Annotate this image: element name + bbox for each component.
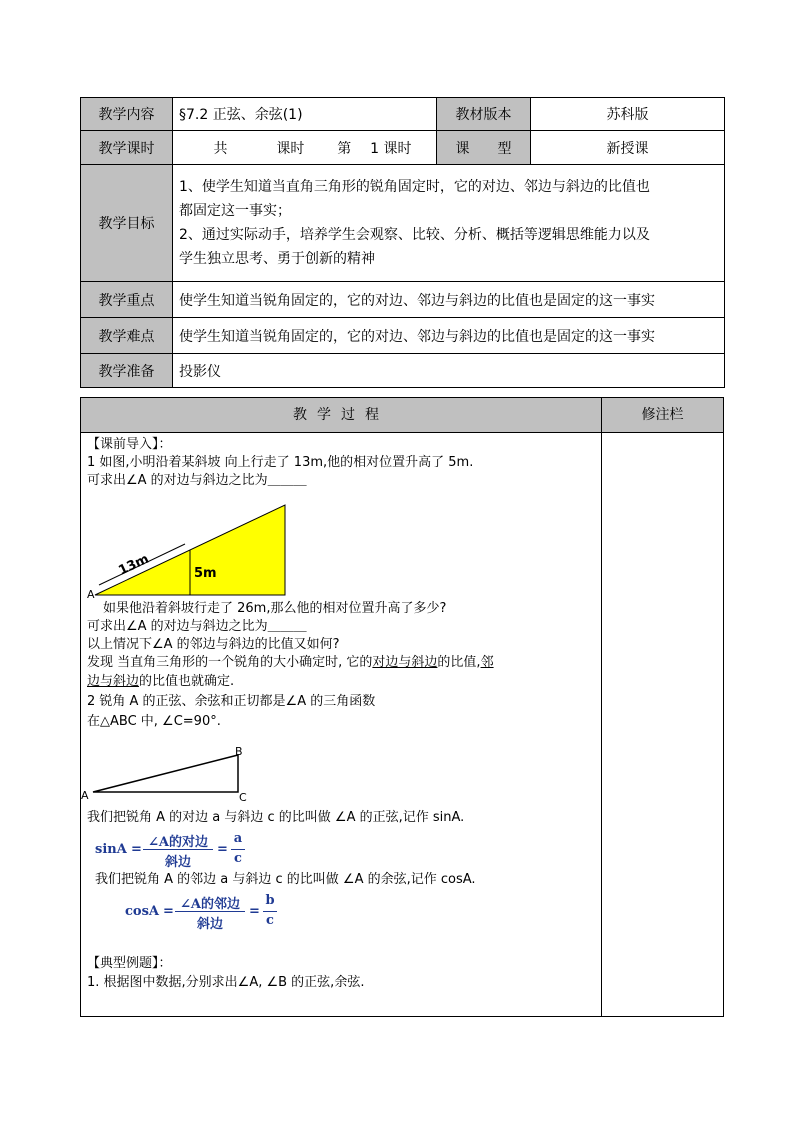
sine-definition: 我们把锐角 A 的对边 a 与斜边 c 的比叫做 ∠A 的正弦,记作 sinA. xyxy=(87,810,465,825)
label-preparation: 教学准备 xyxy=(81,354,173,388)
value-goals xyxy=(173,165,725,282)
question-adjacent: 以上情况下∠A 的邻边与斜边的比值又如何? xyxy=(87,637,340,652)
section-examples-title: 【典型例题】： xyxy=(87,956,172,971)
teaching-process-section xyxy=(80,397,724,1017)
label-type: 课 型 xyxy=(437,131,531,165)
sine-formula xyxy=(95,831,255,869)
process-header: 教学过程 xyxy=(80,397,602,433)
row-preparation xyxy=(81,354,725,388)
hours-p3: 第 xyxy=(337,140,352,157)
notes-header: 修注栏 xyxy=(601,397,724,433)
triangle-condition: 在△ABC 中, ∠C=90°. xyxy=(87,714,221,729)
cosine-numerator: ∠A的邻边 xyxy=(180,897,240,912)
goal-line-1: 1、使学生知道当直角三角形的锐角固定时，它的对边、邻边与斜边的比值也 xyxy=(179,179,650,195)
value-key-point: 使学生知道当锐角固定的，它的对边、邻边与斜边的比值也是固定的这一事实 xyxy=(173,282,725,318)
sine-lhs: sinA xyxy=(95,842,127,857)
row-key-point xyxy=(81,282,725,318)
cosine-eq: = xyxy=(163,904,174,919)
label-hours: 教学课时 xyxy=(81,131,173,165)
sine-bar2 xyxy=(231,849,245,850)
discovery-line-1 xyxy=(87,654,494,672)
value-hours xyxy=(173,131,437,165)
label-goals: 教学目标 xyxy=(81,165,173,282)
hours-p1: 共 xyxy=(213,140,228,157)
cosine-fraction-bar xyxy=(175,911,245,912)
vertex-c: C xyxy=(239,791,247,801)
goal-line-2: 都固定这一事实； xyxy=(179,203,291,219)
vertex-b: B xyxy=(235,745,243,758)
cosine-denominator: 斜边 xyxy=(196,917,223,932)
slope-diagram xyxy=(85,499,295,599)
label-content: 教学内容 xyxy=(81,98,173,131)
goal-line-3: 2、通过实际动手，培养学生会观察、比较、分析、概括等逻辑思维能力以及 xyxy=(179,227,650,243)
row-difficulty xyxy=(81,318,725,354)
cosine-formula xyxy=(125,893,285,931)
value-type: 新授课 xyxy=(531,131,725,165)
problem-1: 1 如图,小明沿着某斜坡 向上行走了 13m,他的相对位置升高了 5m. xyxy=(87,455,474,470)
cosine-definition: 我们把锐角 A 的邻边 a 与斜边 c 的比叫做 ∠A 的余弦,记作 cosA. xyxy=(95,872,476,887)
discovery-text-c: 的比值, xyxy=(437,655,481,670)
height-label: 5m xyxy=(194,566,217,581)
discovery-text-a: 发现 当直角三角形的一个锐角的大小确定时, 它的 xyxy=(87,655,373,670)
trig-functions-line: 2 锐角 A 的正弦、余弦和正切都是∠A 的三角函数 xyxy=(87,694,376,709)
discovery-underline-3: 边与斜边 xyxy=(87,674,140,689)
right-triangle-abc xyxy=(81,743,251,801)
row-hours xyxy=(81,131,725,165)
sine-fraction-bar xyxy=(143,849,213,850)
hypotenuse-label: 13m xyxy=(116,551,152,579)
discovery-line-2 xyxy=(87,673,234,691)
discovery-underline-1: 对边与斜边 xyxy=(372,655,438,670)
value-content: §7.2 正弦、余弦(1) xyxy=(173,98,437,131)
cosine-b: b xyxy=(265,893,275,908)
process-body xyxy=(80,432,602,1017)
value-difficulty: 使学生知道当锐角固定的，它的对边、邻边与斜边的比值也是固定的这一事实 xyxy=(173,318,725,354)
notes-column xyxy=(601,432,724,1017)
cosine-c: c xyxy=(266,913,274,928)
value-preparation: 投影仪 xyxy=(173,354,725,388)
label-edition: 教材版本 xyxy=(437,98,531,131)
sine-numerator: ∠A的对边 xyxy=(148,835,208,850)
lesson-info-table xyxy=(80,97,725,388)
sine-eq2: = xyxy=(217,842,228,857)
triangle-abc xyxy=(93,755,238,792)
cosine-bar2 xyxy=(263,911,277,912)
question-26m: 如果他沿着斜坡行走了 26m,那么他的相对位置升高了多少? xyxy=(103,601,447,616)
label-key-point: 教学重点 xyxy=(81,282,173,318)
sine-denominator: 斜边 xyxy=(164,855,191,870)
question-ratio-1: 可求出∠A 的对边与斜边之比为＿＿＿ xyxy=(87,473,307,488)
value-edition: 苏科版 xyxy=(531,98,725,131)
question-ratio-2: 可求出∠A 的对边与斜边之比为＿＿＿ xyxy=(87,619,307,634)
hours-p2: 课时 xyxy=(276,140,305,157)
example-1: 1. 根据图中数据,分别求出∠A, ∠B 的正弦,余弦. xyxy=(87,975,365,990)
cosine-eq2: = xyxy=(249,904,260,919)
row-goals xyxy=(81,165,725,282)
goal-line-4: 学生独立思考、勇于创新的精神 xyxy=(179,251,375,267)
sine-eq: = xyxy=(131,842,142,857)
cosine-lhs: cosA xyxy=(125,904,159,919)
sine-a: a xyxy=(233,831,243,846)
row-content xyxy=(81,98,725,131)
vertex-a-label: A xyxy=(87,588,95,599)
hours-p4: 1 课时 xyxy=(370,140,412,157)
section-intro-title: 【课前导入】： xyxy=(87,437,172,452)
discovery-text-b: 的比值也就确定. xyxy=(139,674,235,689)
label-difficulty: 教学难点 xyxy=(81,318,173,354)
vertex-a: A xyxy=(81,789,89,801)
sine-c: c xyxy=(234,851,242,866)
discovery-underline-2: 邻 xyxy=(480,655,494,670)
